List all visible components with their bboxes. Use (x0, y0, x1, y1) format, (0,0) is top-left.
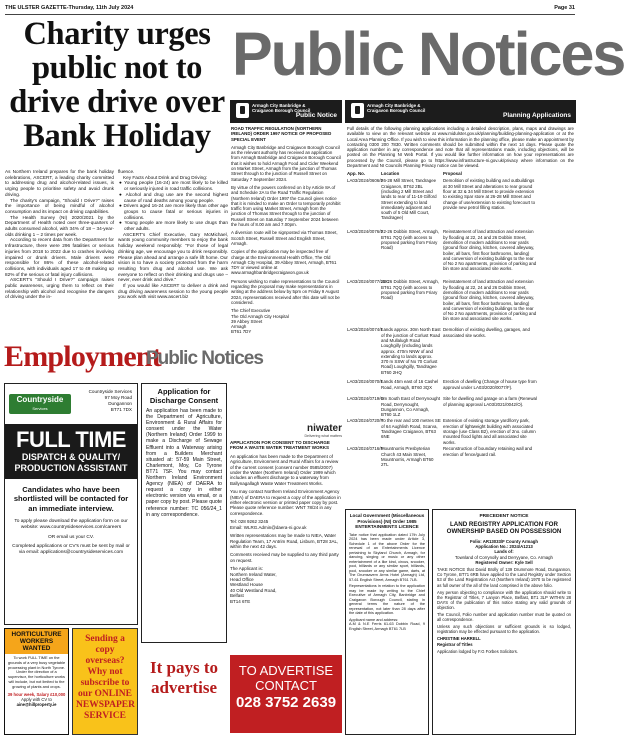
article-column-2: fluence. Key Facts About Drink and Drug Driving: ● Young people (16-24) are most likely to be killed or seriously injured in road traffic collisions. ● Alcohol and drug use are the second highest cause of road deaths among young people. ● Drivers aged 16-24 are more likely than other age groups to cause fatal or serious injuries in collisions. ● Young people are more likely to use drugs than other adults. ASCERT's Chief Executive, Gary McMichael, wants young community members to enjoy the bank holiday weekend responsibly: "For those of legal drinking age, we encourage you to drink responsibly. Please plan ahead and arrange a safe lift home. Our vision is to have a society protected from the harm resulting from drug and alcohol use. We ask everyone to reflect on their drinking and drugs use – never, ever drink and drive." If you would like ASCERT to deliver a drink and drug driving awareness session to the young people you work with visit www.ascert.biz (118, 169, 228, 300)
table-row: LA03/2024/0716/F Mountnorris Presbyterian Church 43 Main Street, Mountnorris, Armagh BT60 2TL Reconstruction of boundary retaining wall and erection of fence/guard rail. (347, 446, 533, 468)
article-headline: Charity urges public not to drive drive over Bank Holiday (9, 16, 225, 154)
road-traffic-notice: Armagh City Banbridge & Craigavon Borough Council Public Notice ROAD TRAFFIC REGULATION (NORTHERN IRELAND) ORDER 1997 NOTICE OF PROPOSED SPECIAL EVENT Armagh City Banbridge and Craigavon Borough Council as the relevant authority has received an application from Armagh Banbridge and Craigavon Borough Council that it wishes to hold Armagh Food and Cider Weekend on Market Street, Armagh from the junction of Thomas Street through to the junction of Russell Street on Saturday 7 September 2024. By virtue of the powers conferred on it by Article 8A of and Schedule 2A to the Road Traffic Regulation (Northern Ireland) Order 1997 the Council gives notice that it is minded to make an Order to temporarily prohibit traffic from using Market Street, Armagh from the junction of Thomas Street through to the junction of Russell Street on Saturday 7 September 2024 between the hours of 8.00 am and 7.00pm. A diversion route will be signposted via Thomas Street, Scotch Street, Russell Street and English Street, Armagh. Copies of the application may be inspected free of charge at the Environmental Health Office, The Old Armagh City Hospital, 39 Abbey Street, Armagh, BT61 7DY or viewed online at www.armaghbanbridgecraigavon.gov.uk Persons wishing to make representations to the Council regarding the proposal may make representations in writing at the address below by 5pm on Friday 9 August 2024, representations received after this date will not be considered. The Chief Executive The Old Armagh City Hospital 39 Abbey Street Armagh BT61 7DY (230, 100, 342, 422)
council-logo-icon (351, 103, 364, 118)
employment-public-notices-title: Public Notices (146, 348, 263, 369)
public-notices-title: Public Notices (232, 20, 624, 88)
fact-bullet: ● Young people are more likely to use drugs than other adults. (119, 220, 228, 232)
notice-title: LAND REGISTRY APPLICATION FOR OWNERSHIP BASED ON POSSESSION (446, 521, 562, 536)
table-row: LA03/2024/0606/F 26-28 Mill Street, Tandragee Craigavon, BT62 2BL (including 2 Mill Street and lands to rear of 11-19 Gilford Street extending to land immediately adjacent and south of 5 Old Mill Court, Tandragee) Demolition of existing building and outbuildings at 30 Mill Street and alterations to rear ground floor at 32 & 34 Mill Street to provide extension to existing Spar store at 26-28 Mill Street and change of use/extension to existing forecourt to provide new petrol filling station. (347, 178, 536, 221)
table-row: LA03/2024/0719/O 6m South East of Derrynought Road, Derrynought, Dungannon, Co Armagh, BT60 1LZ Site for dwelling and garage on a farm (Renewal of planning approval LA03/2021/0042/O). (347, 396, 537, 418)
niwater-logo: niwater (306, 423, 342, 434)
horticulture-email: aine@hillproperty.ie (16, 701, 57, 707)
planning-table (347, 171, 574, 471)
niwater-tagline: Delivering what matters (304, 434, 342, 438)
planning-applications (345, 100, 576, 505)
notice-title: ROAD TRAFFIC REGULATION (NORTHERN IRELAND) ORDER 1997 NOTICE OF PROPOSED SPECIAL EVENT (231, 126, 332, 142)
planning-intro: Full details of the following planning applications including a detailed description, plans, maps and drawings are available to view on the relevant website at www.midulster.gov.uk/planning/building-planning-application or at the Local Area Planning Office. If you wish to view this information in the planning office, please make an appointment by contacting 0300 200 7830. Written comments should be submitted within the next 14 days. Please quote the application number in any correspondence and note that all representations made, including objections, will be posted on the Planning NI Web Portal. If you would like further information on how your representations are processed by the Council, please go to https://www.infrastructure-ni.gov.uk/privacy where information on the Department and NI Councils Planning Privacy notice can be viewed. (347, 126, 574, 169)
notice-title: Local Government (Miscellaneous Provisions) (NI) Order 1985 ENTERTAINMENTS LICENCE (349, 513, 425, 530)
countryside-address: Countryside Services 97 Moy Road Dungannon BT71 7DX (88, 389, 132, 412)
discharge-consent-notice: Application for Discharge Consent An application has been made to the Department of Agriculture, Environment & Rural Affairs for consent under the Water (Northern Ireland) Order 1999 to make a Discharge of Sewage Effluent into a Waterway arising from a Builders Merchant situated at: 57-59 Main Street, Charlemont, Moy, Co Tyrone BT71 7SF. You may contact Northern Ireland Environment Agency (NIEA) of DAERA to request a copy in either electronic version via email, or a paper copy by post. Please quote reference number: TC 056/24_1 in any correspondence. (141, 383, 227, 643)
planning-table-header: App. No. Location Proposal (347, 171, 462, 177)
table-row: LA03/2024/0074/F Lands approx. 30m North East of the junction of Corlust Road and Mullalugh Road Loughgilly (including lands approx. 470m NNW of and extending to lands approx. 370 m SSW of No 70 Corlust Road) Loughgilly, Tandragee BT60 2HQ Demolition of existing dwelling, garages, and associated site works. (347, 327, 530, 375)
table-row: LA03/2024/0076/F 22-26 Dobbin Street, Armagh, BT61 7QQ (with access to proposed parking from Friary Road) Reinstatement of land attraction and extension by flooding at 22, 24 and 26 Dobbin Street, demolition of modern additions to rear yards (ground floor dining, kitchen, covered alleyway, boiler, all bars, first floor bathrooms, landing) and conversion of existing buildings to the rear of No 2 No apartments, provision of parking and bin store and associated site works. (347, 229, 537, 272)
it-pays-to-advertise: It pays to advertise (149, 658, 218, 697)
notice-header: Armagh City Banbridge & Craigavon Borough Council Public Notice (230, 100, 342, 123)
table-row: LA03/2024/0720/F To the rear and 100 metres SE of 64 Aughlish Road, Scarva, Tandragee Craigavon, BT63 6NE Extension of existing storage yard/lorry park, erection of lightweight building with associated storage (use Class B2), erection of 2no. column mounted flood lights and all associated site works. (347, 418, 536, 445)
table-row: LA03/2024/0077/LBC 22-26 Dobbin Street, Armagh, BT61 7QQ (with access to proposed parking from Friary Road) Reinstatement of land attraction and extension by flooding at 22, 24 and 26 Dobbin Street, demolition of modern additions to rear yards (ground floor dining, kitchen, covered alleyway, boiler, all bars, first floor bathrooms, landing) and conversion of existing buildings to the rear of No 2 No apartments, provision of parking and bin store and associated site works. (347, 279, 537, 322)
fact-bullet: ● Young people (16-24) are most likely to be killed or seriously injured in road traffic collisions. (119, 180, 228, 192)
fact-bullet: ● Drivers aged 16-24 are more likely than other age groups to cause fatal or serious injuries in collisions. (119, 203, 228, 220)
masthead (5, 3, 575, 15)
land-registry-notice: PRECEDENT NOTICE LAND REGISTRY APPLICATION FOR OWNERSHIP BASED ON POSSESSION Folio: AR13033/F County Armagh Application No.: 2024/A1213 Lands of: Townland of Corrynolly and Derryyane, Co. Armagh Registered Owner: Kyle Sell TAKE NOTICE that David Brolly of 139 Drummore Road, Dungannon, Co Tyrone, BT71 6RB have applied to the Land Registry under Section 53 of the Land Registration Act (Northern Ireland) 1970 to be registered as full owner of the all of the land comprised in the above folio. Any person objecting to compliance with the application should write to the Registrar of Titles, 7 Lanyon Place, Belfast, BT1 3LP WITHIN 28 DAYS of the publication of this notice stating any valid grounds of objection. The Council, Folio number and application number must be quoted on all correspondence. Unless any such objections or sufficient grounds is so lodged, registration may be effected pursuant to the application. CHRISTINE HARRELL Registrar of Titles Application lodged by F.G Forbes Solicitors. (432, 509, 576, 735)
table-row: LA03/2024/0070/F Lands 45m east of 16 Cashel Road, Armagh, BT60 3QX Erection of dwelling (Change of house type from approval under LA03/2020/0077/F). (347, 379, 537, 390)
countryside-services-ad: Countryside Services Countryside Services 97 Moy Road Dungannon BT71 7DX FULL TIME DISPATCH & QUALITY/ PRODUCTION ASSISTANT Candidates who have been shortlisted will be contacted for an immediate interview. To apply please download the application form on our website: www.countrysideservices.com/careers OR email us your CV. Completed applications or CV's must be sent by mail or via email: applications@countrysideservices.com (4, 383, 138, 625)
niwater-notice: niwater Delivering what matters APPLICATION FOR CONSENT TO DISCHARGE FROM A WASTE WATER TREATMENT WORKS An application has been made to the Department of Agriculture, Environment and Rural Affairs for a review of the current consent (consent number 0585/2007) under the Water (Northern Ireland) Order 1999 which includes an effluent discharge to a waterway from Ballynagallagh Waste Water Treatment Works. You may contact Northern Ireland Environment Agency (NIEA) of DAERA to request a copy of the application in either electronic version or printed paper copy by post. Please quote reference number: WNT 78/24 in any correspondence. Tel: 028 9262 3245 Email: WLRG.Admin@daera-ni.gov.uk Written representations may be made to NIEA, Water Regulation Team, 17 Antrim Road, Lisburn, BT28 3AL, within the next 42 days. Comments received may be supplied to any third party on request. The Applicant is: Northern Ireland Water, Head Office Westland House 40 Old Westland Road, Belfast BT14 6TE (230, 423, 342, 604)
horticulture-title: HORTICULTURE WORKERS WANTED (5, 629, 68, 654)
notice-title: APPLICATION FOR CONSENT TO DISCHARGE FROM A WASTE WATER TREATMENT WORKS (230, 440, 330, 451)
advertise-contact-banner: TO ADVERTISE CONTACT 028 3752 2639 (230, 655, 342, 733)
masthead-date: THE ULSTER GAZETTE-Thursday, 11th July 2024 (5, 5, 134, 11)
employment-title: Employment (4, 340, 162, 373)
fact-bullet: ● Alcohol and drug use are the second highest cause of road deaths among young people. (119, 191, 228, 203)
page-number: Page 31 (554, 5, 575, 11)
advertise-phone: 028 3752 2639 (235, 694, 337, 711)
article-column-1: As Northern Ireland prepares for the bank holiday celebrations, ASCERT, a leading charity committed to addressing drug and alcohol-related issues, is urging people to prioritise safety and avoid drunk driving. The charity's campaign, "Should I Drive?" raises the importance of being mindful of alcohol consumption and its impact on driving capabilities. The Health Survey (NI) 2020/2021 by the Department of Health noted over three-quarters of adults consumed alcohol, with 34% of 18 – 34-year-olds drinking 1 – 2 times per week. According to recent data from the Department for Infrastructure, there were 296 fatalities or serious injuries from 2018 to 2022 due to crashes involving impaired or drunk drivers. Male drivers were responsible for 86% of these alcohol-related collisions, with individuals aged 17 to 49 making up 82% of the serious or fatal injury collisions. ASCERT's "Should I Drive?" campaign raises public awareness, urging them to reflect on their relationship with alcohol and recognise the dangers of driving under the in- (5, 169, 114, 300)
countryside-ad-top (5, 384, 137, 424)
job-banner: FULL TIME DISPATCH & QUALITY/ PRODUCTION ASSISTANT (5, 424, 137, 479)
overseas-subscription-ad: Sending a copy overseas? Why not subscribe to our ONLINE NEWSPAPER SERVICE (72, 628, 138, 735)
horticulture-ad: HORTICULTURE WORKERS WANTED To work FULL TIME on the grounds of a very busy vegetable processing plant in North Tyrone. Under the direction of a supervisor, the horticulture works will include, but not limited to the growing of plants and crops. 39 hour week, Salary £10,000 Apply with CV to aine@hillproperty.ie (4, 628, 69, 735)
notice-title: Application for Discharge Consent (149, 387, 219, 405)
council-logo-icon (236, 103, 249, 118)
entertainments-licence-notice: Local Government (Miscellaneous Provisions) (NI) Order 1985 ENTERTAINMENTS LICENCE Take notice that application dated 17th July 2024 has been made under Article 3, Schedule 1 of the above Order for the renewal of an Entertainments Licence pertaining to Skyland Church, Armagh, for dancing, singing or music or any other entertainment of a like kind, circus, snooker, pool, billiards or any similar sport, billiards, pool, snooker or any similar game, darts, at The Drumsavern Arms Hotel (Armagh) Ltd, 57-61 English Street, Armagh BT61 7LB. Representations in relation to the application may be made by writing to the Chief Executive of Armagh City, Banbridge and Craigavon Borough Council, stating in general terms the nature of the representation, not later than 28 days after the date of this application. Applicant name and address: A.M & N.E Ferris 61-63 Dobbin Road, 9 English Street, Armagh BT61 7LB (345, 509, 429, 735)
countryside-logo: Countryside Services (9, 394, 71, 414)
planning-header: Armagh City Banbridge & Craigavon Borough Council Planning Applications (345, 100, 576, 123)
